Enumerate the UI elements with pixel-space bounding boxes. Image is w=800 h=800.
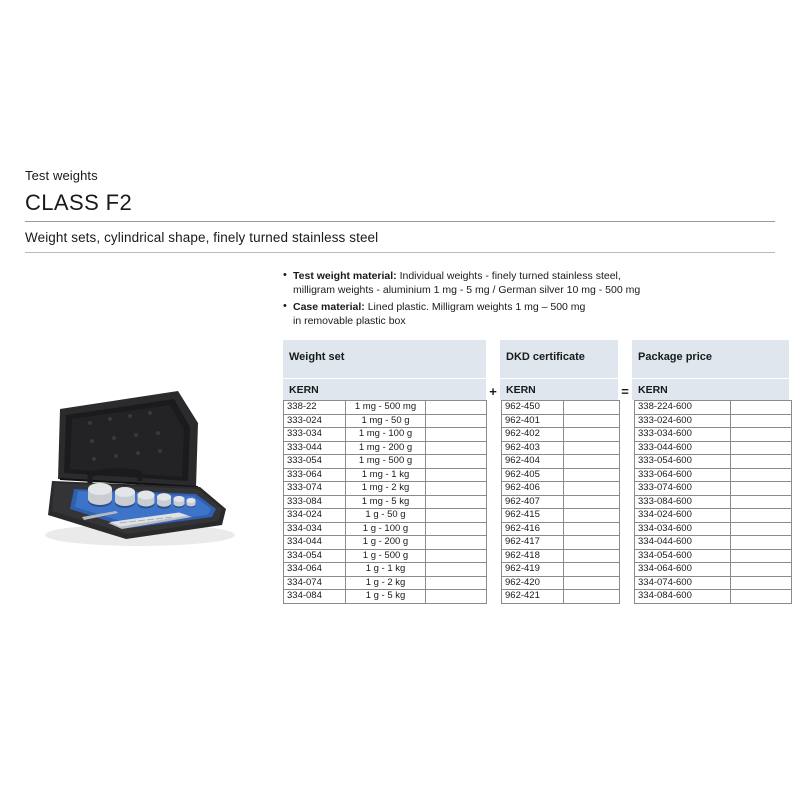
cell-weightset-article: 333-034 <box>284 428 346 442</box>
table-row <box>284 468 487 482</box>
cell-weightset-range: 1 mg - 5 kg <box>346 495 426 509</box>
weight-case-illustration <box>30 383 245 558</box>
table-row <box>635 428 792 442</box>
cell-package-price <box>731 549 792 563</box>
kern-header-weight-set <box>283 378 486 400</box>
cell-dkd-price <box>564 509 620 523</box>
header-subtitle: Weight sets, cylindrical shape, finely turned stainless steel <box>25 230 379 245</box>
table-gap-2 <box>620 400 634 604</box>
cell-package-article: 334-054-600 <box>635 549 731 563</box>
kern-label: KERN <box>500 378 618 400</box>
table-row <box>284 414 487 428</box>
cell-weightset-article: 334-024 <box>284 509 346 523</box>
table-row <box>635 455 792 469</box>
cell-dkd-price <box>564 536 620 550</box>
cell-weightset-price <box>426 414 487 428</box>
cell-dkd-article: 962-406 <box>502 482 564 496</box>
bullet-label: Case material: <box>293 301 365 313</box>
cell-package-price <box>731 495 792 509</box>
cell-dkd-article: 962-407 <box>502 495 564 509</box>
cell-dkd-price <box>564 468 620 482</box>
table-kern-header <box>283 378 775 400</box>
table-row <box>284 522 487 536</box>
table-body <box>283 400 775 604</box>
cell-dkd-article: 962-420 <box>502 576 564 590</box>
table-row <box>635 576 792 590</box>
table-row <box>635 536 792 550</box>
table-dkd <box>501 400 620 604</box>
bullet-text: Lined plastic. Milligram weights 1 mg – 500 mg <box>364 301 586 313</box>
group-title-dkd: DKD certificate <box>506 351 585 363</box>
table-row <box>502 536 620 550</box>
table-row <box>635 549 792 563</box>
table-row <box>284 495 487 509</box>
cell-weightset-article: 334-054 <box>284 549 346 563</box>
cell-dkd-article: 962-401 <box>502 414 564 428</box>
cell-weightset-article: 334-034 <box>284 522 346 536</box>
cell-dkd-price <box>564 563 620 577</box>
cell-dkd-article: 962-404 <box>502 455 564 469</box>
cell-weightset-range: 1 g - 500 g <box>346 549 426 563</box>
kern-gap-1 <box>486 378 500 400</box>
cell-dkd-article: 962-450 <box>502 401 564 415</box>
cell-weightset-price <box>426 522 487 536</box>
table-row <box>635 495 792 509</box>
cell-weightset-article: 334-074 <box>284 576 346 590</box>
table-row <box>502 509 620 523</box>
cell-package-article: 333-084-600 <box>635 495 731 509</box>
table-row <box>635 482 792 496</box>
cell-weightset-price <box>426 401 487 415</box>
group-title-weight-set: Weight set <box>289 351 345 363</box>
group-title-package-price: Package price <box>638 351 712 363</box>
bullet-item <box>283 270 753 297</box>
bullet-text-line2: milligram weights - aluminium 1 mg - 5 mg / German silver 10 mg - 500 mg <box>293 283 641 296</box>
cell-weightset-price <box>426 468 487 482</box>
table-row <box>502 401 620 415</box>
cell-weightset-range: 1 mg - 500 g <box>346 455 426 469</box>
table-row <box>284 455 487 469</box>
cell-dkd-article: 962-416 <box>502 522 564 536</box>
cell-weightset-range: 1 mg - 2 kg <box>346 482 426 496</box>
cell-weightset-article: 333-074 <box>284 482 346 496</box>
kern-gap-2 <box>618 378 632 400</box>
table-row <box>502 455 620 469</box>
table-row <box>284 576 487 590</box>
table-row <box>284 536 487 550</box>
page-title: CLASS F2 <box>25 190 133 215</box>
cell-weightset-article: 334-084 <box>284 590 346 604</box>
table-row <box>284 401 487 415</box>
cell-dkd-price <box>564 495 620 509</box>
table-row <box>284 563 487 577</box>
table-row <box>635 590 792 604</box>
cell-package-price <box>731 428 792 442</box>
cell-package-article: 333-054-600 <box>635 455 731 469</box>
operator-equals: = <box>621 384 629 399</box>
cell-weightset-range: 1 g - 50 g <box>346 509 426 523</box>
cell-dkd-article: 962-402 <box>502 428 564 442</box>
operator-plus: + <box>489 384 497 399</box>
cell-dkd-price <box>564 549 620 563</box>
group-package-price <box>632 340 789 378</box>
product-table <box>283 340 775 604</box>
kern-label: KERN <box>632 378 789 400</box>
bullet-text: Individual weights - finely turned stainless steel, <box>396 270 621 282</box>
table-row <box>502 441 620 455</box>
table-weight-set <box>283 400 487 604</box>
cell-package-article: 334-084-600 <box>635 590 731 604</box>
cell-package-price <box>731 563 792 577</box>
cell-weightset-price <box>426 495 487 509</box>
cell-weightset-article: 333-024 <box>284 414 346 428</box>
cell-package-article: 334-034-600 <box>635 522 731 536</box>
cell-package-article: 334-044-600 <box>635 536 731 550</box>
bullet-text-line2: in removable plastic box <box>293 314 406 327</box>
bullet-item <box>283 301 753 328</box>
cell-weightset-price <box>426 509 487 523</box>
cell-package-price <box>731 441 792 455</box>
cell-dkd-article: 962-405 <box>502 468 564 482</box>
kern-header-dkd <box>500 378 618 400</box>
cell-package-price <box>731 536 792 550</box>
kern-label: KERN <box>283 378 486 400</box>
table-row <box>502 563 620 577</box>
cell-dkd-article: 962-418 <box>502 549 564 563</box>
header-divider-secondary <box>25 252 775 253</box>
table-row <box>284 590 487 604</box>
cell-weightset-range: 1 mg - 200 g <box>346 441 426 455</box>
cell-dkd-article: 962-415 <box>502 509 564 523</box>
cell-dkd-article: 962-419 <box>502 563 564 577</box>
table-gap-1 <box>487 400 501 604</box>
table-row <box>502 482 620 496</box>
kern-header-package-price <box>632 378 789 400</box>
table-row <box>284 441 487 455</box>
cell-package-price <box>731 522 792 536</box>
cell-dkd-price <box>564 576 620 590</box>
cell-weightset-price <box>426 576 487 590</box>
table-row <box>635 441 792 455</box>
cell-weightset-price <box>426 536 487 550</box>
cell-weightset-price <box>426 428 487 442</box>
cell-package-article: 333-064-600 <box>635 468 731 482</box>
cell-dkd-price <box>564 441 620 455</box>
table-row <box>635 563 792 577</box>
cell-package-price <box>731 590 792 604</box>
cell-package-price <box>731 482 792 496</box>
product-image <box>30 383 245 558</box>
cell-weightset-range: 1 mg - 50 g <box>346 414 426 428</box>
cell-weightset-price <box>426 482 487 496</box>
cell-package-article: 333-044-600 <box>635 441 731 455</box>
cell-dkd-price <box>564 590 620 604</box>
cell-weightset-article: 338-22 <box>284 401 346 415</box>
group-dkd-certificate <box>500 340 618 378</box>
cell-weightset-price <box>426 455 487 469</box>
cell-dkd-price <box>564 522 620 536</box>
cell-package-article: 334-074-600 <box>635 576 731 590</box>
cell-package-price <box>731 509 792 523</box>
cell-dkd-price <box>564 401 620 415</box>
cell-weightset-price <box>426 441 487 455</box>
cell-dkd-article: 962-417 <box>502 536 564 550</box>
cell-dkd-price <box>564 455 620 469</box>
cell-dkd-article: 962-421 <box>502 590 564 604</box>
table-row <box>635 401 792 415</box>
table-row <box>502 576 620 590</box>
cell-weightset-article: 333-064 <box>284 468 346 482</box>
operator-plus-slot <box>486 340 500 399</box>
cell-package-article: 334-064-600 <box>635 563 731 577</box>
cell-weightset-article: 334-064 <box>284 563 346 577</box>
cell-weightset-range: 1 g - 5 kg <box>346 590 426 604</box>
table-row <box>284 549 487 563</box>
table-row <box>502 522 620 536</box>
table-row <box>502 428 620 442</box>
table-row <box>502 549 620 563</box>
cell-package-article: 333-074-600 <box>635 482 731 496</box>
page-header <box>25 168 775 253</box>
cell-weightset-article: 334-044 <box>284 536 346 550</box>
table-row <box>502 468 620 482</box>
cell-package-price <box>731 468 792 482</box>
table-row <box>502 495 620 509</box>
cell-weightset-price <box>426 563 487 577</box>
table-row <box>635 522 792 536</box>
operator-equals-slot <box>618 340 632 399</box>
cell-package-article: 333-024-600 <box>635 414 731 428</box>
cell-package-price <box>731 401 792 415</box>
cell-weightset-article: 333-044 <box>284 441 346 455</box>
feature-bullets <box>283 270 753 332</box>
table-row <box>635 414 792 428</box>
cell-weightset-range: 1 mg - 500 mg <box>346 401 426 415</box>
cell-weightset-price <box>426 549 487 563</box>
table-row <box>502 414 620 428</box>
group-weight-set <box>283 340 486 378</box>
cell-dkd-price <box>564 414 620 428</box>
cell-package-price <box>731 576 792 590</box>
table-row <box>635 509 792 523</box>
cell-dkd-article: 962-403 <box>502 441 564 455</box>
header-eyebrow: Test weights <box>25 168 98 183</box>
bullet-label: Test weight material: <box>293 270 397 282</box>
cell-weightset-article: 333-084 <box>284 495 346 509</box>
table-row <box>635 468 792 482</box>
cell-dkd-price <box>564 482 620 496</box>
cell-weightset-article: 333-054 <box>284 455 346 469</box>
table-row <box>284 482 487 496</box>
table-row <box>284 509 487 523</box>
cell-package-price <box>731 414 792 428</box>
table-row <box>502 590 620 604</box>
cell-dkd-price <box>564 428 620 442</box>
cell-package-article: 333-034-600 <box>635 428 731 442</box>
cell-package-article: 334-024-600 <box>635 509 731 523</box>
table-row <box>284 428 487 442</box>
cell-weightset-range: 1 mg - 100 g <box>346 428 426 442</box>
cell-package-article: 338-224-600 <box>635 401 731 415</box>
cell-weightset-range: 1 mg - 1 kg <box>346 468 426 482</box>
cell-weightset-range: 1 g - 2 kg <box>346 576 426 590</box>
cell-weightset-range: 1 g - 1 kg <box>346 563 426 577</box>
cell-package-price <box>731 455 792 469</box>
cell-weightset-price <box>426 590 487 604</box>
cell-weightset-range: 1 g - 100 g <box>346 522 426 536</box>
cell-weightset-range: 1 g - 200 g <box>346 536 426 550</box>
table-package-price <box>634 400 792 604</box>
